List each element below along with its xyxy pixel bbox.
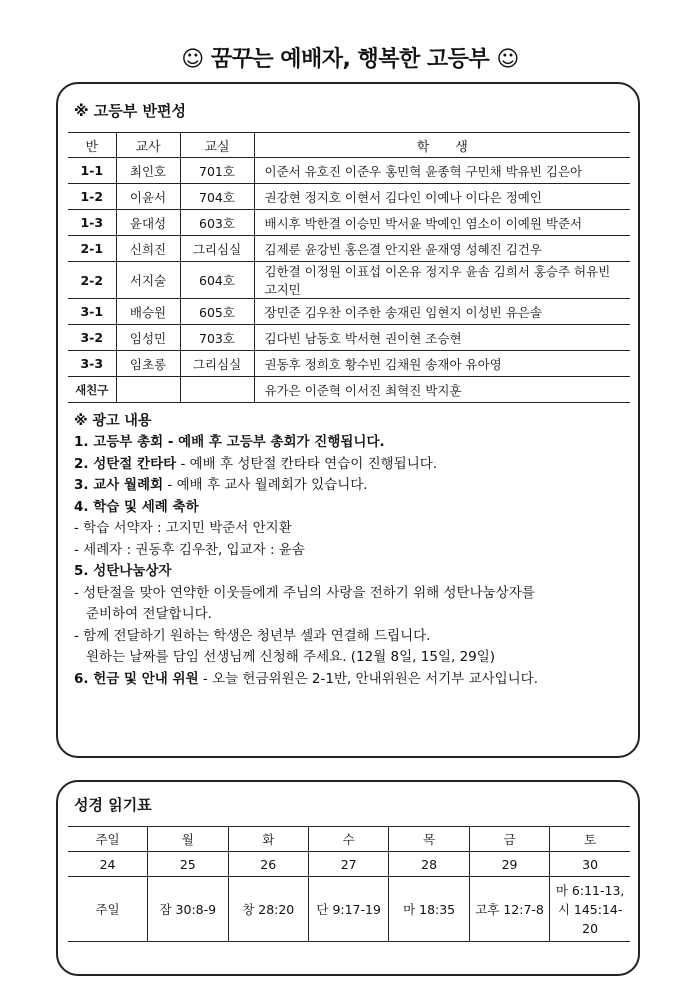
- class-room: [180, 377, 254, 403]
- notice-6: [74, 670, 634, 687]
- bible-date: 24: [68, 852, 148, 877]
- class-teacher: [116, 377, 180, 403]
- bible-date: 27: [308, 852, 388, 877]
- class-students: 이준서 유호진 이준우 홍민혁 윤종혁 구민채 박유빈 김은아: [254, 158, 630, 184]
- class-room: 그리심실: [180, 351, 254, 377]
- table-row: [68, 158, 630, 184]
- bible-day: 주일: [68, 827, 148, 852]
- table-row: [68, 377, 630, 403]
- bible-reading: 주일: [68, 877, 148, 942]
- bible-day: 수: [308, 827, 388, 852]
- notice-3-title: 3. 교사 월례회: [74, 477, 164, 493]
- class-ban: 3-3: [68, 351, 116, 377]
- bible-date: 28: [389, 852, 469, 877]
- class-teacher: 배승원: [116, 299, 180, 325]
- bible-days-row: [68, 827, 630, 852]
- notices-heading: ※ 광고 내용: [74, 413, 152, 429]
- notice-2-text: - 예배 후 성탄절 칸타타 연습이 진행됩니다.: [176, 455, 438, 472]
- class-ban: 2-1: [68, 236, 116, 262]
- class-students: 김한결 이정원 이표섭 이온유 정지우 윤솜 김희서 홍승주 허유빈 고지민: [254, 262, 630, 299]
- bible-date: 26: [228, 852, 308, 877]
- class-ban: 2-2: [68, 262, 116, 299]
- class-ban: 3-1: [68, 299, 116, 325]
- class-room: 704호: [180, 184, 254, 210]
- notice-6-title: 6. 헌금 및 안내 위원: [74, 670, 199, 687]
- bible-day: 화: [228, 827, 308, 852]
- notice-4-title: 4. 학습 및 세례 축하: [74, 498, 199, 515]
- bible-reading: 고후 12:7-8: [469, 877, 549, 942]
- notice-6-text: - 오늘 헌금위원은 2-1반, 안내위원은 서기부 교사입니다.: [198, 670, 539, 687]
- table-row: [68, 299, 630, 325]
- class-room: 603호: [180, 210, 254, 236]
- notice-4-line1: - 학습 서약자 : 고지민 박준서 안지환: [74, 520, 292, 536]
- class-ban: 새친구: [68, 377, 116, 403]
- table-row: [68, 184, 630, 210]
- class-section-heading: ※ 고등부 반편성: [74, 102, 186, 120]
- notice-5-line1: - 성탄절을 맞아 연약한 이웃들에게 주님의 사랑을 전하기 위해 성탄나눔상자를: [74, 584, 535, 601]
- bible-reading: 단 9:17-19: [308, 877, 388, 942]
- class-teacher: 윤대성: [116, 210, 180, 236]
- page-title: ☺ 꿈꾸는 예배자, 행복한 고등부 ☺: [181, 47, 519, 72]
- header-room: 교실: [180, 133, 254, 158]
- bible-reading: 창 28:20: [228, 877, 308, 942]
- table-row: [68, 325, 630, 351]
- class-table-header: [68, 133, 630, 158]
- bible-date: 25: [148, 852, 228, 877]
- class-students: 유가은 이준혁 이서진 최혁진 박지훈: [254, 377, 630, 403]
- header-ban: 반: [68, 133, 116, 158]
- class-ban: 1-1: [68, 158, 116, 184]
- class-room: 701호: [180, 158, 254, 184]
- notices: [74, 414, 634, 694]
- bible-reading: 잠 30:8-9: [148, 877, 228, 942]
- class-teacher: 서지술: [116, 262, 180, 299]
- bible-dates-row: [68, 852, 630, 877]
- table-row: [68, 351, 630, 377]
- bible-reading: 마 18:35: [389, 877, 469, 942]
- class-teacher: 임성민: [116, 325, 180, 351]
- class-students: 권동후 정희호 황수빈 김채원 송재아 유아영: [254, 351, 630, 377]
- class-teacher: 최인호: [116, 158, 180, 184]
- class-ban: 1-3: [68, 210, 116, 236]
- class-teacher: 이윤서: [116, 184, 180, 210]
- class-room: 703호: [180, 325, 254, 351]
- notice-5-line4: 원하는 날짜를 담임 선생님께 신청해 주세요. (12월 8일, 15일, 29일): [86, 649, 496, 665]
- bible-date: 29: [469, 852, 549, 877]
- class-teacher: 신희진: [116, 236, 180, 262]
- table-row: [68, 236, 630, 262]
- class-students: 김다빈 남동호 박서현 권이현 조승현: [254, 325, 630, 351]
- class-room: 604호: [180, 262, 254, 299]
- bible-day: 월: [148, 827, 228, 852]
- class-students: 김제룬 윤강빈 홍은결 안지완 윤재영 성혜진 김건우: [254, 236, 630, 262]
- class-table: [68, 132, 630, 403]
- bible-reading-box: [56, 780, 640, 976]
- class-ban: 1-2: [68, 184, 116, 210]
- notice-5-line2: 준비하여 전달합니다.: [86, 606, 212, 622]
- bible-day: 금: [469, 827, 549, 852]
- notice-1: 1. 고등부 총회 - 예배 후 고등부 총회가 진행됩니다.: [74, 434, 385, 450]
- class-students: 장민준 김우찬 이주한 송재린 임현지 이성빈 유은솔: [254, 299, 630, 325]
- notice-5-title: 5. 성탄나눔상자: [74, 563, 172, 579]
- notice-3: [74, 479, 634, 493]
- notice-5-line3: - 함께 전달하기 원하는 학생은 청년부 셀과 연결해 드립니다.: [74, 627, 431, 644]
- class-ban: 3-2: [68, 325, 116, 351]
- bible-section-heading: 성경 읽기표: [74, 796, 152, 814]
- class-notice-box: [56, 82, 640, 758]
- bible-day: 토: [550, 827, 630, 852]
- notice-2: [74, 455, 634, 472]
- class-room: 605호: [180, 299, 254, 325]
- table-row: [68, 262, 630, 299]
- notice-2-title: 2. 성탄절 칸타타: [74, 455, 177, 472]
- class-students: 배시후 박한결 이승민 박서윤 박예인 염소이 이예원 박준서: [254, 210, 630, 236]
- bible-day: 목: [389, 827, 469, 852]
- bible-readings-row: [68, 877, 630, 942]
- bible-reading: 마 6:11-13, 시 145:14-20: [550, 877, 630, 942]
- header-teacher: 교사: [116, 133, 180, 158]
- class-students: 권강현 정지호 이현서 김다인 이예나 이다은 정예인: [254, 184, 630, 210]
- bible-date: 30: [550, 852, 630, 877]
- table-row: [68, 210, 630, 236]
- class-room: 그리심실: [180, 236, 254, 262]
- class-teacher: 임초롱: [116, 351, 180, 377]
- bible-table: [68, 826, 630, 942]
- notice-3-text: - 예배 후 교사 월례회가 있습니다.: [163, 477, 368, 493]
- notice-4-line2: - 세례자 : 권동후 김우찬, 입교자 : 윤솜: [74, 541, 305, 558]
- header-students: 학 생: [254, 133, 630, 158]
